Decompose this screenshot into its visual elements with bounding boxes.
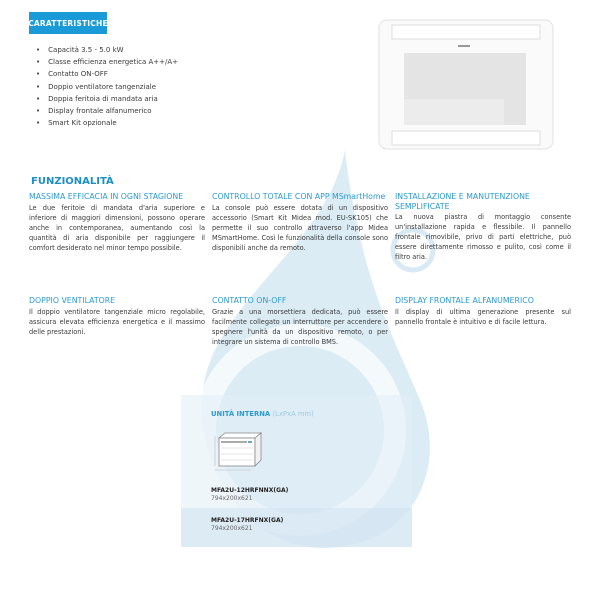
functions-title: FUNZIONALITÀ [31, 176, 114, 187]
feature-item: • Capacità 3.5 - 5.0 kW [36, 44, 178, 56]
model-name: MFA2U-17HRFNX(GA) [211, 517, 284, 524]
feature-item: • Contatto ON-OFF [36, 68, 178, 80]
model-dims: 794x200x621 [211, 495, 253, 502]
section-title: CONTROLLO TOTALE CON APP MSmartHome [212, 192, 386, 201]
section-text: Le due feritoie di mandata d'aria superiore e inferiore di maggiori dimensioni, possono operare anche in contemporanea, aumentando così la quantità di aria disponibile per raggiungere il comfort desiderato nel minor tempo possibile. [29, 203, 205, 252]
indoor-unit-icon [211, 430, 266, 475]
spec-title [211, 410, 314, 418]
section-title: CONTATTO ON-OFF [212, 296, 287, 305]
feature-item: • Display frontale alfanumerico [36, 105, 178, 117]
section-controllo [212, 192, 388, 253]
section-display [395, 296, 571, 327]
caratteristiche-badge: CARATTERISTICHE [29, 12, 107, 34]
section-title: DOPPIO VENTILATORE [29, 296, 116, 305]
section-title: DISPLAY FRONTALE ALFANUMERICO [395, 296, 534, 305]
model-name: MFA2U-12HRFNNX(GA) [211, 487, 289, 494]
spec-unit: (LxPxA mm) [272, 410, 314, 418]
section-contatto [212, 296, 388, 347]
spec-title-label: UNITÀ INTERNA [211, 410, 271, 418]
section-installazione [395, 192, 571, 262]
console-unit-image [376, 17, 556, 152]
section-text: La nuova piastra di montaggio consente un'installazione rapida e flessibile. Il pannello frontale rimovibile, privo di parti elettriche, può essere direttamente rimosso e pulito, così come il filtro aria. [395, 213, 571, 261]
section-efficacia [29, 192, 205, 253]
features-list [36, 44, 178, 129]
section-text: Il display di ultima generazione presente sul pannello frontale è intuitivo e di facile lettura. [395, 307, 571, 326]
section-text: Il doppio ventilatore tangenziale micro regolabile, assicura elevata efficienza energetica e il massimo delle prestazioni. [29, 307, 205, 336]
feature-item: • Doppio ventilatore tangenziale [36, 81, 178, 93]
section-title: MASSIMA EFFICACIA IN OGNI STAGIONE [29, 192, 184, 201]
section-text: Grazie a una morsettiera dedicata, può essere facilmente collegato un interruttore per accendere o spegnere l'unità da un dispositivo remoto, o per integrare un sistema di controllo BMS. [212, 307, 388, 346]
model-dims: 794x200x621 [211, 525, 253, 532]
feature-item: • Classe efficienza energetica A++/A+ [36, 56, 178, 68]
section-ventilatore [29, 296, 205, 337]
feature-item: • Smart Kit opzionale [36, 117, 178, 129]
feature-item: • Doppia feritoia di mandata aria [36, 93, 178, 105]
section-title: INSTALLAZIONE E MANUTENZIONE SEMPLIFICATE [395, 192, 530, 211]
section-text: La console può essere dotata di un dispositivo accessorio (Smart Kit Midea mod. EU-SK105) che permette il suo controllo attraverso l'app Midea MSmartHome. Così le funzionalità della console sono disponibili anche da remoto. [212, 203, 388, 252]
